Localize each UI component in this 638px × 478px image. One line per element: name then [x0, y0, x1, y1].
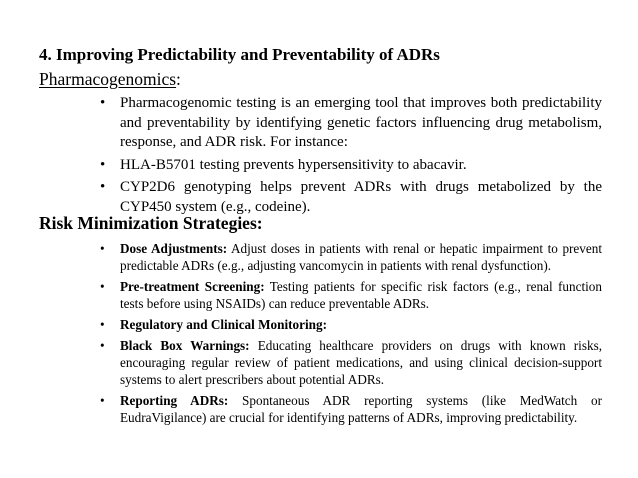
bullet-icon: •: [100, 393, 105, 408]
risk-minimization-list: [100, 240, 602, 430]
bullet-label: Regulatory and Clinical Monitoring:: [120, 317, 327, 332]
list-item: [100, 156, 602, 176]
bullet-label: Dose Adjustments:: [120, 241, 228, 256]
pharmacogenomics-title-text: Pharmacogenomics: [39, 69, 177, 89]
bullet-label: Black Box Warnings:: [120, 338, 250, 353]
bullet-icon: •: [100, 95, 106, 111]
list-item: [100, 178, 602, 217]
bullet-icon: •: [100, 241, 105, 256]
bullet-icon: •: [100, 279, 105, 294]
bullet-label: Pre-treatment Screening:: [120, 279, 265, 294]
bullet-text: Educating healthcare providers on drugs with known risks, encouraging regular review of patient medications, and using clinical decision-support systems to alert prescribers about potential ADRs.: [120, 338, 602, 387]
bullet-text: Pharmacogenomic testing is an emerging tool that improves both predictability and preventability by identifying genetic factors influencing drug metabolism, response, and ADR risk. For instance:: [120, 95, 602, 150]
bullet-icon: •: [100, 179, 106, 195]
bullet-icon: •: [100, 338, 105, 353]
bullet-icon: •: [100, 156, 106, 173]
list-item: [100, 316, 602, 333]
section-heading: 4. Improving Predictability and Preventability of ADRs: [39, 45, 440, 64]
list-item: [100, 278, 602, 312]
list-item: [100, 240, 602, 274]
list-item: [100, 337, 602, 388]
pharmacogenomics-title: [39, 69, 181, 90]
list-item: [100, 392, 602, 426]
bullet-text: Testing patients for specific risk factors (e.g., renal function tests before using NSAIDs) can reduce preventable ADRs.: [120, 279, 602, 311]
pharmacogenomics-title-colon: :: [176, 69, 181, 89]
bullet-icon: •: [100, 317, 105, 332]
bullet-text: CYP2D6 genotyping helps prevent ADRs with drugs metabolized by the CYP450 system (e.g., codeine).: [120, 179, 602, 215]
bullet-text: HLA-B5701 testing prevents hypersensitivity to abacavir.: [120, 156, 467, 173]
risk-minimization-title: Risk Minimization Strategies:: [39, 213, 263, 233]
bullet-text: Adjust doses in patients with renal or hepatic impairment to prevent predictable ADRs (e.g., adjusting vancomycin in patients with renal dysfunction).: [120, 241, 602, 273]
bullet-label: Reporting ADRs:: [120, 393, 229, 408]
bullet-text: Spontaneous ADR reporting systems (like MedWatch or EudraVigilance) are crucial for identifying patterns of ADRs, improving predictability.: [120, 393, 602, 425]
pharmacogenomics-list: [100, 94, 602, 220]
list-item: [100, 94, 602, 153]
